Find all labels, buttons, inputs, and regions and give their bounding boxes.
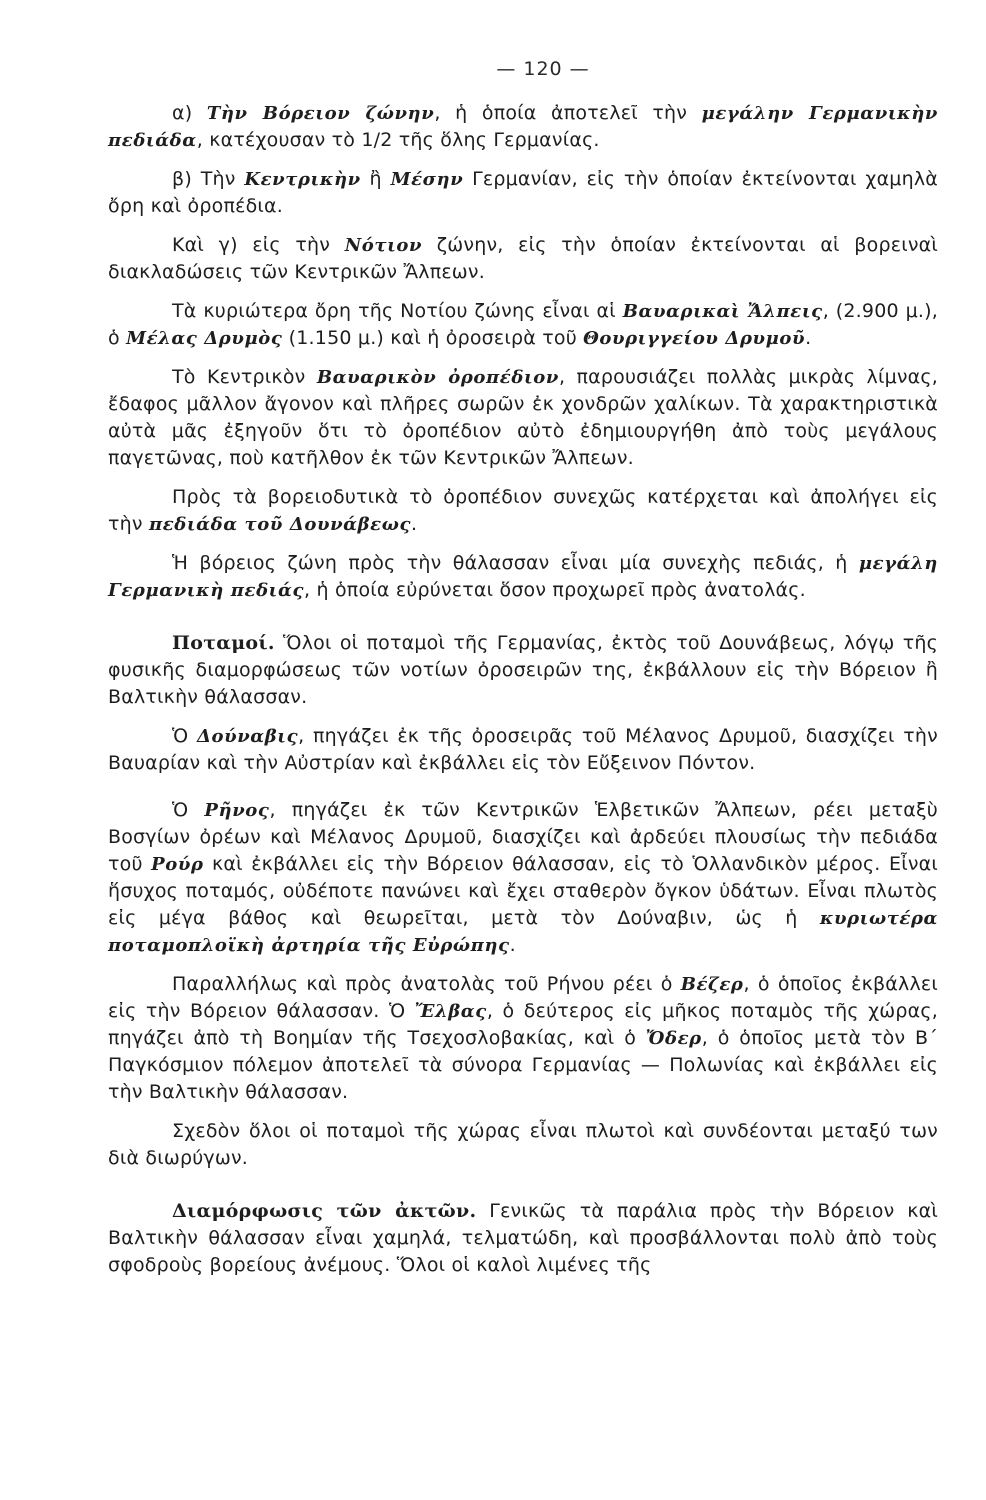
paragraph — [108, 166, 938, 220]
text-run: Τὰ κυριώτερα ὄρη τῆς Νοτίου ζώνης εἶναι αἱ — [172, 300, 623, 322]
text-run: β) Τὴν — [172, 168, 245, 190]
paragraph — [108, 100, 938, 154]
text-run: Ὁ — [172, 799, 205, 821]
paragraph — [108, 298, 938, 352]
paragraph — [108, 232, 938, 286]
emphasized-term: Βέζερ — [680, 974, 744, 995]
emphasized-term: Ρούρ — [151, 854, 204, 875]
paragraph — [108, 723, 938, 777]
text-run: , πηγάζει ἐκ τῶν Κεντρικῶν Ἑλβετικῶν Ἄλπεων, ρέει μεταξὺ Βοσγίων ὀρέων καὶ Μέλανος Δρυμοῦ, διασχίζει καὶ ἀρδεύει πλουσίως τὴν πεδιάδα τοῦ — [108, 799, 938, 875]
text-run: , πηγάζει ἐκ τῆς ὀροσειρᾶς τοῦ Μέλανος Δρυμοῦ, διασχίζει τὴν Βαυαρίαν καὶ τὴν Αὐστρίαν καὶ ἐκβάλλει εἰς τὸν Εὔξεινον Πόντον. — [108, 725, 938, 774]
text-run: , ἡ ὁποία εὐρύνεται ὅσον προχωρεῖ πρὸς ἀνατολάς. — [304, 579, 806, 601]
emphasized-term: Ὄδερ — [645, 1028, 702, 1049]
emphasized-term: Βαυαρικαὶ Ἄλπεις — [622, 301, 823, 322]
emphasized-term: πεδιάδα τοῦ Δουνάβεως — [148, 514, 412, 535]
text-run: (1.150 μ.) καὶ ἡ ὀροσειρὰ τοῦ — [282, 327, 584, 349]
text-run: , παρουσιάζει πολλὰς μικρὰς λίμνας, ἔδαφος μᾶλλον ἄγονον καὶ πλῆρες σωρῶν ἐκ χονδρῶν χαλίκων. Τὰ χαρακτηριστικὰ αὐτὰ μᾶς ἐξηγοῦν ὅτι τὸ ὀροπέδιον αὐτὸ ἐδημιουργήθη ἀπὸ τοὺς μεγάλους παγετῶνας, ποὺ κατῆλθον ἐκ τῶν Κεντρικῶν Ἄλπεων. — [108, 366, 938, 469]
paragraph — [108, 550, 938, 604]
text-run: , ὁ δεύτερος εἰς μῆκος ποταμὸς τῆς χώρας, πηγάζει ἀπὸ τὴ Βοημίαν τῆς Τσεχοσλοβακίας, καὶ ὁ — [108, 1000, 938, 1049]
emphasized-term: Δούναβις — [196, 726, 299, 747]
emphasized-term: Θουριγγείου Δρυμοῦ — [583, 328, 806, 349]
paragraph — [108, 484, 938, 538]
text-run: , ὁ ὁποῖος ἐκβάλλει εἰς τὴν Βόρειον θάλασσαν. Ὁ — [108, 973, 939, 1022]
page-number: — 120 — — [496, 58, 590, 80]
text-run: Πρὸς τὰ βορειοδυτικὰ τὸ ὀροπέδιον συνεχῶς κατέρχεται καὶ ἀπολήγει εἰς τὴν — [108, 486, 938, 535]
text-run: Καὶ γ) εἰς τὴν — [172, 234, 345, 256]
text-run: , ἡ ὁποία ἀποτελεῖ τὴν — [434, 102, 702, 124]
text-run: . — [509, 934, 516, 956]
text-run: καὶ ἐκβάλλει εἰς τὴν Βόρειον θάλασσαν, εἰς τὸ Ὁλλανδικὸν μέρος. Εἶναι ἥσυχος ποταμός, οὐδέποτε πανώνει καὶ ἔχει σταθερὸν ὄγκον ὑδάτων. Εἶναι πλωτὸς εἰς μέγα βάθος καὶ θεωρεῖται, μετὰ τὸν Δούναβιν, ὡς ἡ — [108, 853, 938, 929]
emphasized-term: Μέσην — [390, 169, 464, 190]
text-run: Σχεδὸν ὅλοι οἱ ποταμοὶ τῆς χώρας εἶναι πλωτοὶ καὶ συνδέονται μεταξύ των διὰ διωρύγων. — [108, 1120, 938, 1169]
page-body — [108, 100, 938, 1291]
text-run: Ἡ βόρειος ζώνη πρὸς τὴν θάλασσαν εἶναι μία συνεχὴς πεδιάς, ἡ — [172, 552, 859, 574]
paragraph — [108, 364, 938, 472]
text-run: Γερμανίαν, εἰς τὴν ὁποίαν ἐκτείνονται χαμηλὰ ὄρη καὶ ὀροπέδια. — [108, 168, 939, 217]
text-run: ζώνην, εἰς τὴν ὁποίαν ἐκτείνονται αἱ βορειναὶ διακλαδώσεις τῶν Κεντρικῶν Ἄλπεων. — [108, 234, 938, 283]
text-run: , (2.900 μ.), ὁ — [108, 300, 938, 349]
text-run: Γενικῶς τὰ παράλια πρὸς τὴν Βόρειον καὶ Βαλτικὴν θάλασσαν εἶναι χαμηλά, τελματώδη, καὶ προσβάλλονται πολὺ ἀπὸ τοὺς σφοδροὺς βορείους ἀνέμους. Ὅλοι οἱ καλοὶ λιμένες τῆς — [108, 1200, 938, 1276]
emphasized-term: Μέλας Δρυμὸς — [126, 328, 283, 349]
text-run: Παραλλήλως καὶ πρὸς ἀνατολὰς τοῦ Ρήνου ρέει ὁ — [172, 973, 681, 995]
paragraph — [108, 971, 938, 1106]
emphasized-term: Ρῆνος — [204, 800, 270, 821]
paragraph — [108, 630, 938, 711]
text-run: ἢ — [360, 168, 391, 190]
emphasized-term: Κεντρικὴν — [244, 169, 361, 190]
section-heading: Διαμόρφωσις τῶν ἀκτῶν. — [172, 1200, 477, 1222]
emphasized-term: Νότιον — [344, 235, 423, 256]
text-run: , κατέχουσαν τὸ 1/2 τῆς ὅλης Γερμανίας. — [196, 129, 600, 151]
emphasized-term: κυριωτέρα ποταμοπλοϊκὴ ἀρτηρία τῆς Εὐρώπης — [108, 908, 938, 956]
paragraph — [108, 1118, 938, 1172]
emphasized-term: Βαυαρικὸν ὀροπέδιον — [316, 367, 559, 388]
text-run: Τὸ Κεντρικὸν — [172, 366, 317, 388]
emphasized-term: μεγάλη Γερμανικὴ πεδιάς — [108, 553, 938, 601]
section-heading: Ποταμοί. — [172, 632, 275, 654]
paragraph — [108, 797, 938, 959]
text-run: . — [805, 327, 812, 349]
text-run: , ὁ ὁποῖος μετὰ τὸν Β΄ Παγκόσμιον πόλεμον ἀποτελεῖ τὰ σύνορα Γερμανίας — Πολωνίας καὶ ἐκβάλλει εἰς τὴν Βαλτικὴν θάλασσαν. — [108, 1027, 938, 1103]
text-run: . — [411, 513, 418, 535]
emphasized-term: μεγάλην Γερμανικὴν πεδιάδα — [108, 103, 938, 151]
text-run: α) — [172, 102, 207, 124]
text-run: Ὅλοι οἱ ποταμοὶ τῆς Γερμανίας, ἐκτὸς τοῦ Δουνάβεως, λόγῳ τῆς φυσικῆς διαμορφώσεως τῶν νοτίων ὀροσειρῶν της, ἐκβάλλουν εἰς τὴν Βόρειον ἢ Βαλτικὴν θάλασσαν. — [108, 632, 938, 708]
emphasized-term: Τὴν Βόρειον ζώνην — [206, 103, 435, 124]
paragraph — [108, 1198, 938, 1279]
text-run: Ὁ — [172, 725, 197, 747]
emphasized-term: Ἔλβας — [414, 1001, 487, 1022]
